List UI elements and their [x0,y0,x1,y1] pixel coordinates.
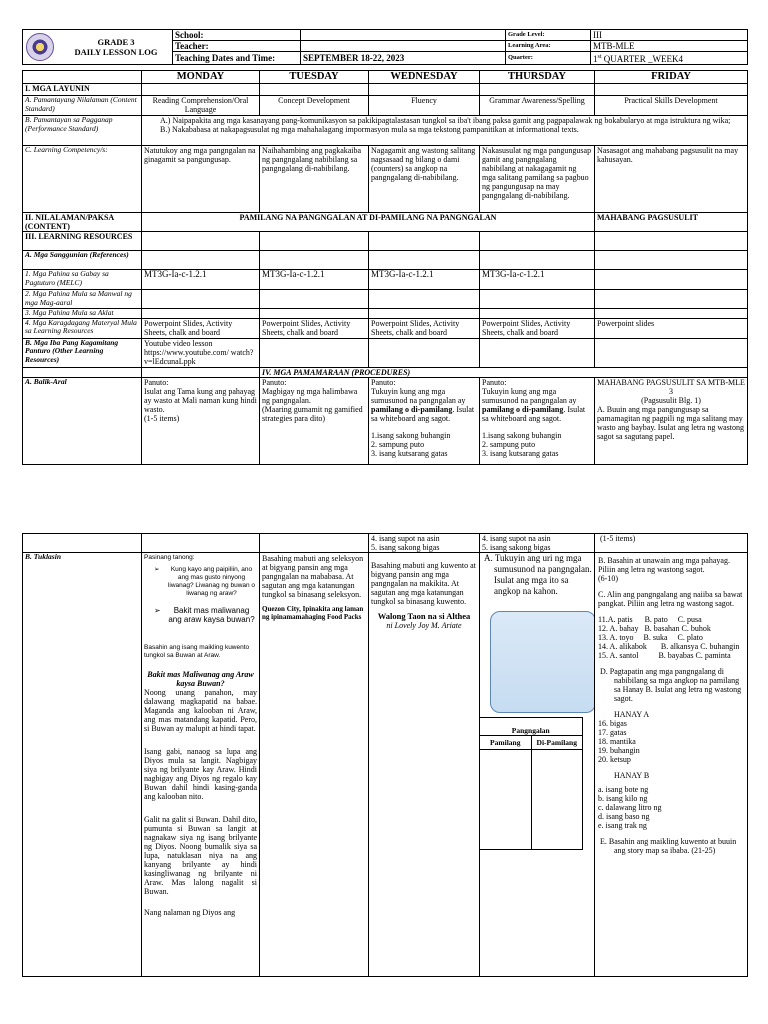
corner-cell [23,71,142,84]
quarter-value: 1st QUARTER _WEEK4 [591,52,748,65]
tuklasin-tuesday [260,553,369,977]
story-intro: Basahin ang isang maikling kuwento tungkol sa Buwan at Araw. [144,644,250,659]
melc-code-tuesday: MT3G-Ia-c-1.2.1 [260,270,369,290]
wednesday-instructions: Basahing mabuti ang kuwento at bigyang pansin ang mga pangngalan na makikita. At sagutan ang mga katanungan tungkol sa binasang kuwento. [371,561,476,606]
melc-code-monday: MT3G-Ia-c-1.2.1 [142,270,260,290]
section-nilalaman: II. NILALAMAN/PAKSA (CONTENT) [23,213,142,232]
thursday-task: A. Tukuyin ang uri ng mga sumusunod na pangngalan. Isulat ang mga ito sa angkop na kahon. [484,553,592,596]
hanay-a-item: 17. gatas [598,728,627,737]
sort-cell-pamilang [480,750,532,850]
dates-label: Teaching Dates and Time: [173,52,301,65]
continued-items-thursday: 4. isang supot na asin 5. isang sakong bigas [480,534,595,553]
row-label-learning-competency: C. Learning Competency/s: [23,146,142,213]
competency-tuesday: Naihahambing ang pagkakaiba ng pangngalang nabibilang sa pangngalang di-nabibilang. [260,146,369,213]
row-label-textbook: 3. Mga Pahina Mula sa Aklat [23,309,142,319]
tuklasin-wednesday [369,553,480,977]
lesson-plan-table-page2 [22,533,748,977]
guide-question-1: ➢ Kung kayo ang paipiliin, ano ang mas gusto ninyong liwanag? Liwanag ng buwan o liwanag ng araw? [154,566,256,597]
hanay-b-heading: HANAY B [614,771,650,780]
teacher-label: Teacher: [173,41,301,52]
continued-items-wednesday: 4. isang supot na asin 5. isang sakong bigas [369,534,480,553]
nilalaman-friday: MAHABANG PAGSUSULIT [595,213,748,232]
friday-c-item: 15. A. santol B. bayabas C. paminta [598,651,731,660]
friday-c-item: 12. A. bahay B. basahan C. buhok [598,624,711,633]
balik-aral-wednesday: Panuto: Tukuyin kung ang mga sumusunod na pangngalan ay pamilang o di-pamilang. Isulat sa whiteboard ang sagot. 1.isang sakong buhangin 2. sampung puto 3. isang kutsarang gatas [369,377,480,464]
friday-c-item: 11.A. patis B. pato C. pusa [598,615,702,624]
learning-area-value: MTB-MLE [591,41,748,52]
competency-monday: Natutukoy ang mga pangngalan na ginagamit sa pangungusap. [142,146,260,213]
section-learning-resources: III. LEARNING RESOURCES [23,232,142,251]
hanay-a-item: 20. ketsup [598,755,631,764]
friday-c-item: 13. A. toyo B. suka C. plato [598,633,703,642]
hanay-a-item: 19. buhangin [598,746,640,755]
performance-standard-a: A.) Naipapakita ang mga kasanayang pang-komunikasyon sa pakikipagtalastasan tungkol sa iba't ibang paksa gamit ang pagpapalawak ng bokabularyo at mga istruktura ng wika; [160,116,731,125]
balik-aral-tuesday: Panuto: Magbigay ng mga halimbawa ng pangngalan. (Maaring gumamit ng gamified strategies para dito) [260,377,369,464]
row-label-content-standard: A. Pamantayang Nilalaman (Content Standard) [23,96,142,116]
day-header-friday: FRIDAY [595,71,748,84]
sort-col-di-pamilang: Di-Pamilang [531,736,583,750]
friday-part-e: E. Basahin ang maikling kuwento at buuin ang story map sa ibaba. (21-25) [600,837,737,855]
section-mga-layunin: I. MGA LAYUNIN [23,84,142,96]
tuklasin-friday [595,553,748,977]
row-label-teacher-guide: 1. Mga Pahina sa Gabay sa Pagtuturo (MELC) [23,270,142,290]
row-label-additional-materials: 4. Mga Karagdagang Materyal Mula sa Learning Resources [23,318,142,338]
hanay-a-heading: HANAY A [614,710,650,719]
arrow-bullet-icon: ➢ [154,566,160,573]
content-standard-monday: Reading Comprehension/Oral Language [142,96,260,116]
dates-value: SEPTEMBER 18-22, 2023 [301,52,506,65]
materials-tuesday: Powerpoint Slides, Activity Sheets, chalk and board [260,318,369,338]
sort-col-pamilang: Pamilang [480,736,532,750]
section-procedures: IV. MGA PAMAMARAAN (PROCEDURES) [260,367,748,377]
competency-thursday: Nakasusulat ng mga pangungusap gamit ang pangngalang nabibilang at nakagagamit ng mga salitang pamilang sa pagbuo ng pangungusap na may pangngalang di-nabibilang. [480,146,595,213]
performance-standard-text [142,116,748,146]
materials-friday: Powerpoint slides [595,318,748,338]
row-label-learner-manual: 2. Mga Pahina Mula sa Manwal ng mga Mag-aaral [23,290,142,309]
story-paragraph-2: Isang gabi, nanaog sa lupa ang Diyos mula sa langit. Nagbigay siya ng brilyante kay Araw. Hindi nagbigay ang Diyos ng regalo kay Buwan dahil hindi kasing-ganda ang kalooban nito. [144,747,257,801]
content-standard-wednesday: Fluency [369,96,480,116]
word-bank-box [490,611,595,713]
content-standard-friday: Practical Skills Development [595,96,748,116]
content-standard-tuesday: Concept Development [260,96,369,116]
hanay-a-item: 16. bigas [598,719,627,728]
hanay-b-item: a. isang bote ng [598,785,649,794]
teacher-value [301,41,506,52]
quarter-label: Quarter: [506,52,591,65]
day-header-thursday: THURSDAY [480,71,595,84]
guide-question-label: Pasinang tanong: [144,554,195,561]
story-title: Bakit mas Maliwanag ang Araw kaysa Buwan? [147,670,254,688]
competency-friday: Nasasagot ang mahabang pagsusulit na may kahusayan. [595,146,748,213]
row-label-references: A. Mga Sanggunian (References) [23,251,142,270]
sort-table-title: Pangngalan [480,718,583,736]
arrow-bullet-icon: ➢ [154,606,161,615]
story-paragraph-3: Galit na galit si Buwan. Dahil dito, pumunta si Buwan sa langit at nagnakaw siya ng isang brilyante ng Diyos. Noong bumalik siya sa lupa, natuklasan niya na ang kanyang brilyante ay hindi kasingliwanag ng brilyante ni Araw. Mas lalong nagalit si Buwan. [144,815,257,896]
friday-part-b-range: (6-10) [598,574,618,583]
day-header-wednesday: WEDNESDAY [369,71,480,84]
balik-aral-monday: Panuto: Isulat ang Tama kung ang pahayag ay wasto at Mali naman kung hindi wasto. (1-5 items) [142,377,260,464]
tuesday-instructions: Basahing mabuti ang seleksyon at bigyang pansin ang mga pangngalan na mababasa. At sagutan ang mga katanungan tungkol sa binasang seleksyon. [262,554,364,599]
deped-seal-logo [26,33,54,61]
youtube-link[interactable]: Youtube video lesson https://www.youtube.com/ watch?v=lEdcunaLppk [142,338,260,367]
wednesday-story-author: ni Lovely Joy M. Ariate [386,621,462,630]
friday-part-d: D. Pagtapatin ang mga pangngalang di nabibilang sa mga angkop na pamilang sa Hanay B. Isulat ang letra ng wastong sagot. [600,667,742,703]
hanay-b-item: c. dalawang litro ng [598,803,662,812]
tuklasin-thursday [480,553,595,977]
materials-wednesday: Powerpoint Slides, Activity Sheets, chalk and board [369,318,480,338]
header-title-cell [23,30,173,65]
grade-level-value: III [591,30,748,41]
sort-cell-di-pamilang [531,750,583,850]
school-value [301,30,506,41]
balik-aral-thursday: Panuto: Tukuyin kung ang mga sumusunod na pangngalan ay pamilang o di-pamilang. Isulat sa whiteboard ang sagot. 1.isang sakong buhangin 2. sampung puto 3. isang kutsarang gatas [480,377,595,464]
day-header-tuesday: TUESDAY [260,71,369,84]
school-label: School: [173,30,301,41]
friday-c-item: 14. A. alikabok B. alkansya C. buhangin [598,642,740,651]
wednesday-story-title: Walong Taon na si Althea [377,611,471,621]
row-label-tuklasin: B. Tuklasin [23,553,142,977]
daily-lesson-log-title: DAILY LESSON LOG [74,47,158,57]
hanay-a-item: 18. mantika [598,737,636,746]
day-header-monday: MONDAY [142,71,260,84]
hanay-b-item: e. isang trak ng [598,821,647,830]
learning-area-label: Learning Area: [506,41,591,52]
friday-part-c: C. Alin ang pangngalang ang naiiba sa bawat pangkat. Piliin ang letra ng wastong sagot. [598,590,743,608]
tuklasin-monday [142,553,260,977]
dll-header-table [22,29,748,65]
performance-standard-b: B.) Nakababasa at nakapagsusulat ng mga mahahalagang impormasyon mula sa mga tekstong pampanitikan at informational texts. [160,125,579,134]
story-paragraph-1: Noong unang panahon, may dalawang magkapatid na babae. Maganda ang kalooban ni Araw, ang mas matandang kapatid. Pero, si Buwan ay malupit at hindi tapat. [144,688,257,733]
hanay-b-item: d. isang baso ng [598,812,650,821]
row-label-performance-standard: B. Pamantayan sa Pagganap (Performance Standard) [23,116,142,146]
competency-wednesday: Nagagamit ang wastong salitang nagsasaad ng bilang o dami (counters) sa angkop na pangngalang di-nabibilang. [369,146,480,213]
friday-part-b: B. Basahin at unawain ang mga pahayag. Piliin ang letra ng wastong sagot. [598,556,730,574]
content-standard-thursday: Grammar Awareness/Spelling [480,96,595,116]
lesson-plan-table-page1 [22,70,748,465]
melc-code-thursday: MT3G-Ia-c-1.2.1 [480,270,595,290]
materials-monday: Powerpoint Slides, Activity Sheets, chalk and board [142,318,260,338]
balik-aral-friday: MAHABANG PAGSUSULIT SA MTB-MLE 3 (Pagsusulit Blg. 1) A. Buuin ang mga pangungusap sa pamamagitan ng pagpili ng mga salitang may wasto ang baybay. Isulat ang letra ng wastong sagot sa sagutang papel. [595,377,748,464]
tuesday-selection-title: Quezon City, Ipinakita ang laman ng ipinamamahaging Food Packs [262,605,364,621]
guide-question-2: ➢ Bakit mas maliwanag ang araw kaysa buwan? [154,606,255,624]
hanay-b-item: b. isang kilo ng [598,794,648,803]
grade-title: GRADE 3 [97,37,135,47]
continued-friday: (1-5 items) [595,534,748,553]
grade-level-label: Grade Level: [506,30,591,41]
row-label-balik-aral: A. Balik-Aral [23,377,142,464]
nilalaman-topic: PAMILANG NA PANGNGALAN AT DI-PAMILANG NA PANGNGALAN [142,213,595,232]
pangngalan-sort-table [480,717,584,850]
row-label-other-resources: B. Mga Iba Pang Kagamitang Panturo (Other Learning Resources) [23,338,142,367]
materials-thursday: Powerpoint Slides, Activity Sheets, chalk and board [480,318,595,338]
story-paragraph-4: Nang nalaman ng Diyos ang [144,908,236,917]
melc-code-wednesday: MT3G-Ia-c-1.2.1 [369,270,480,290]
